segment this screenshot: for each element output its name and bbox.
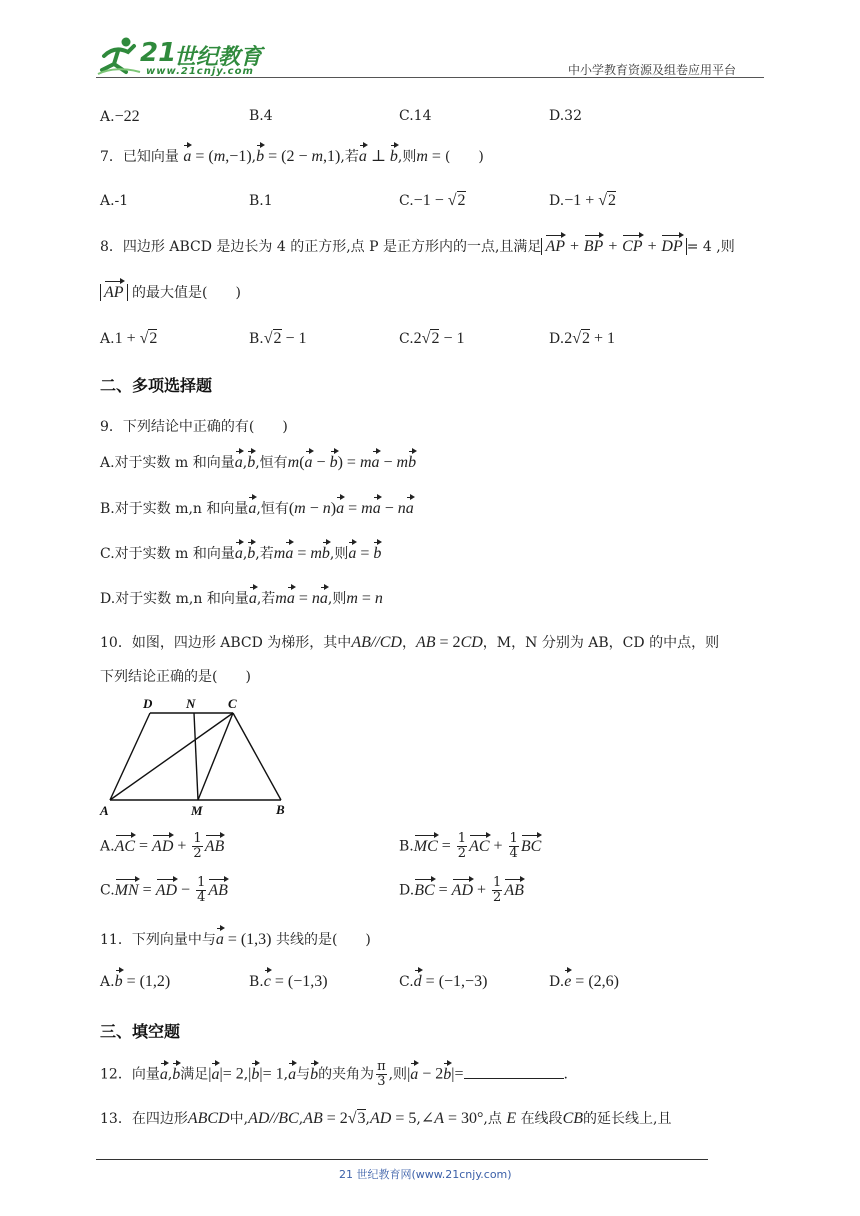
logo-url: www.21cnjy.com (146, 66, 254, 77)
footer-link[interactable]: 21 世纪教育网(www.21cnjy.com) (339, 1168, 512, 1181)
q6-option-a[interactable]: A.−22 (100, 108, 140, 125)
q10-option-d[interactable]: D.BC = AD + $\frac{1}{2}$ AB (399, 875, 524, 905)
q9-stem: 9．下列结论中正确的有( ) (100, 419, 288, 435)
q10-option-a[interactable]: A.AC = AD + $\frac{1}{2}$ AB (100, 831, 225, 861)
header-rule (96, 77, 764, 78)
q7-option-c[interactable]: C.−1 − √2 (399, 192, 466, 209)
label-M: M (191, 803, 203, 818)
q12-answer-blank[interactable] (464, 1068, 564, 1079)
logo-number: 21 (140, 38, 177, 68)
section-title-multiple-choice: 二、多项选择题 (100, 376, 213, 395)
label-D: D (143, 696, 153, 711)
footer-rule (96, 1159, 708, 1160)
q10-option-b[interactable]: B.MC = $\frac{1}{2}$ AC + $\frac{1}{4}$ BC (399, 831, 542, 861)
q9-option-c[interactable]: C.对于实数 m 和向量a,b,若ma = mb,则a = b (100, 545, 382, 562)
q8-option-a[interactable]: A.1 + √2 (100, 330, 158, 347)
q10-stem-line2: 下列结论正确的是( ) (100, 669, 251, 685)
q8-stem-line2: AP 的最大值是( ) (100, 282, 241, 302)
q9-option-d[interactable]: D.对于实数 m,n 和向量a,若ma = na,则m = n (100, 590, 383, 607)
q7-stem: 7．已知向量 a = (m,−1),b = (2 − m,1),若a ⊥ b,则m = ( ) (100, 148, 484, 165)
q8-stem-line1: 8．四边形 ABCD 是边长为 4 的正方形,点 P 是正方形内的一点,且满足 AP + BP + CP + DP = 4 ,则 (100, 238, 735, 255)
q7-option-d[interactable]: D.−1 + √2 (549, 192, 617, 209)
label-C: C (228, 696, 237, 711)
q9-option-b[interactable]: B.对于实数 m,n 和向量a,恒有(m − n)a = ma − na (100, 500, 414, 517)
q9-option-a[interactable]: A.对于实数 m 和向量a,b,恒有m(a − b) = ma − mb (100, 454, 417, 471)
platform-title: 中小学教育资源及组卷应用平台 (568, 63, 737, 77)
trapezoid-figure (98, 694, 298, 820)
q8-option-c[interactable]: C.2√2 − 1 (399, 330, 465, 347)
logo-runner-icon (96, 36, 142, 76)
q6-option-b[interactable]: B.4 (249, 108, 273, 124)
q11-option-c[interactable]: C.d = (−1,−3) (399, 973, 488, 990)
q13-stem: 13．在四边形ABCD中,AD//BC,AB = 2√3,AD = 5,∠A = 30°,点 E 在线段CB的延长线上,且 (100, 1110, 672, 1127)
q12-stem: 12．向量a,b满足|a|= 2,|b|= 1,a与b的夹角为 $\frac{\pi}{3}$ ,则|a − 2b|= . (100, 1059, 568, 1089)
label-N: N (186, 696, 196, 711)
q8-option-d[interactable]: D.2√2 + 1 (549, 330, 615, 347)
q11-option-b[interactable]: B.c = (−1,3) (249, 973, 328, 990)
q11-stem: 11．下列向量中与a = (1,3) 共线的是( ) (100, 931, 371, 948)
q6-option-d[interactable]: D.32 (549, 108, 582, 124)
q11-option-d[interactable]: D.e = (2,6) (549, 973, 619, 990)
label-B: B (276, 802, 285, 817)
q8-option-b[interactable]: B.√2 − 1 (249, 330, 307, 347)
q10-option-c[interactable]: C.MN = AD − $\frac{1}{4}$ AB (100, 875, 228, 905)
q7-option-a[interactable]: A.-1 (100, 193, 129, 209)
logo-text: 世纪教育 (174, 45, 263, 70)
section-title-fill-in: 三、填空题 (100, 1022, 181, 1041)
q10-stem-line1: 10．如图，四边形 ABCD 为梯形，其中AB//CD，AB = 2CD，M，N 分别为 AB，CD 的中点，则 (100, 634, 720, 651)
label-A: A (100, 803, 109, 818)
q11-option-a[interactable]: A.b = (1,2) (100, 973, 171, 990)
q6-option-c[interactable]: C.14 (399, 108, 432, 124)
q7-option-b[interactable]: B.1 (249, 193, 273, 209)
